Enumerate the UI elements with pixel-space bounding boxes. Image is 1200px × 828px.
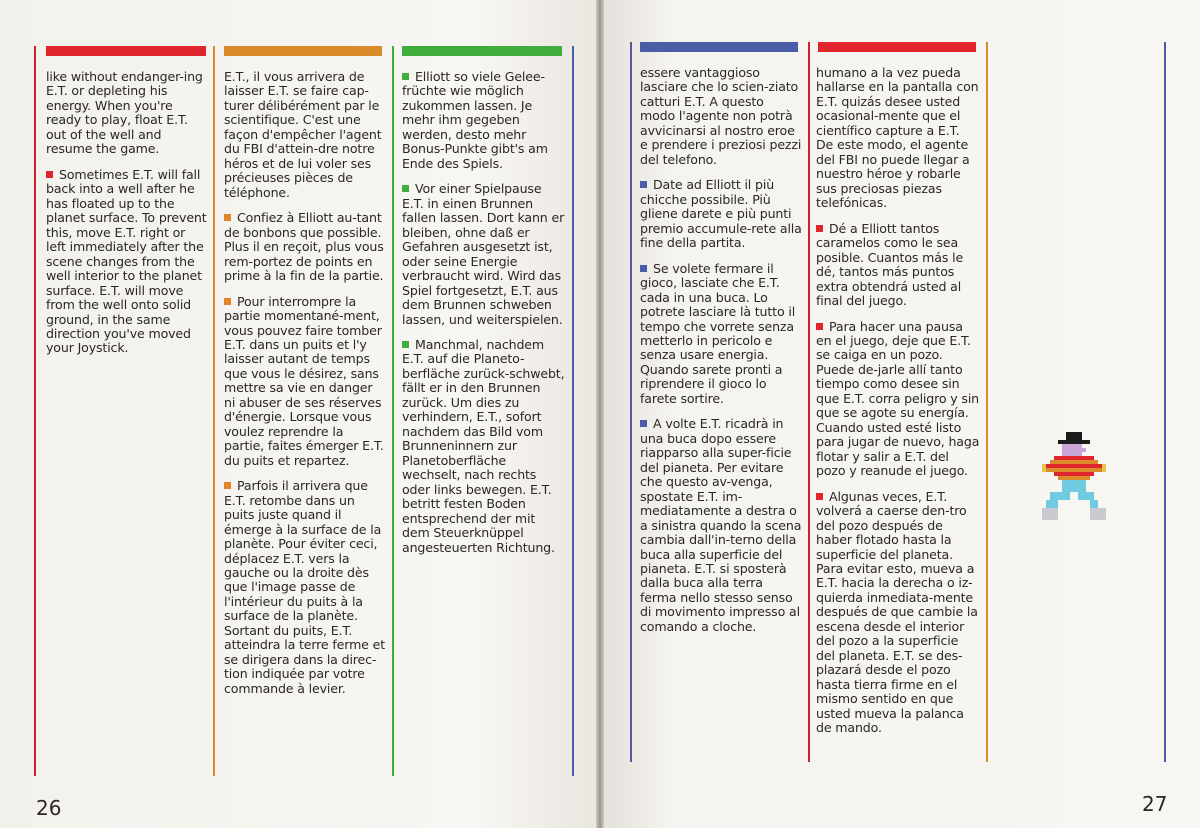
column-rule-blue — [572, 46, 574, 776]
orange-square-bullet — [224, 298, 231, 305]
french-paragraph-2 — [224, 211, 386, 283]
page-number-left: 26 — [36, 796, 62, 820]
french-paragraph-3 — [224, 295, 386, 469]
german-paragraph-1-text: Elliott so viele Gelee-früchte wie möglich zukommen lassen. Je mehr ihm gegeben werden, desto mehr Bonus-Punkte gibt's am Ende des Spiels. — [402, 69, 548, 171]
column-rule-red — [34, 46, 36, 776]
spanish-paragraph-3-text: Para hacer una pausa en el juego, deje que E.T. se caiga en un pozo. Puede de-jarle allí tanto tiempo como desee sin que E.T. corra peligro y sin que se agote su energía. Cuando usted esté listo para jugar de nuevo, haga flotar y salir a E.T. del pozo y reanude el juego. — [816, 318, 980, 479]
german-paragraph-3 — [402, 338, 566, 555]
italian-paragraph-4 — [640, 417, 802, 634]
red-square-bullet — [46, 171, 53, 178]
green-square-bullet — [402, 73, 409, 80]
blue-square-bullet — [640, 265, 647, 272]
orange-square-bullet — [224, 482, 231, 489]
column-rule-green — [392, 46, 394, 776]
column-rule-red-right — [808, 42, 810, 762]
english-paragraph-2-text: Sometimes E.T. will fall back into a well after he has floated up to the planet surface. To prevent this, move E.T. right or left immediately after the scene changes from the well interior to the planet surface. E.T. will move from the well onto solid ground, in the same direction you've moved your Joystick. — [46, 166, 207, 356]
english-paragraph-2 — [46, 168, 208, 356]
spanish-paragraph-2 — [816, 222, 980, 309]
green-square-bullet — [402, 341, 409, 348]
orange-square-bullet — [224, 214, 231, 221]
spanish-column — [816, 66, 980, 747]
italian-column — [640, 66, 802, 645]
german-paragraph-2-text: Vor einer Spielpause E.T. in einen Brunnen fallen lassen. Dort kann er bleiben, ohne daß er Gefahren ausgesetzt ist, oder seine Energie verbraucht wird. Wird das Spiel fortgesetzt, E.T. aus dem Brunnen schweben lassen, und weiterspielen. — [402, 181, 565, 327]
green-square-bullet — [402, 185, 409, 192]
column-rule-blue-right — [1164, 42, 1166, 762]
spanish-paragraph-4-text: Algunas veces, E.T. volverá a caerse den-tro del pozo después de haber flotado hasta la superficie del planeta. Para evitar esto, mueva a E.T. hacia la derecha o iz-quierda inmediata-mente después de que cambie la escena desde el interior del pozo a la superficie del planeta. E.T. se des-plazará desde el pozo hasta tierra firme en el mismo sentido en que usted mueva la palanca de mando. — [816, 488, 978, 736]
column-rule-orange-right — [986, 42, 988, 762]
spanish-paragraph-2-text: Dé a Elliott tantos caramelos como le sea posible. Cuantos más le dé, tantos más puntos extra obtendrá usted al final del juego. — [816, 220, 964, 309]
page-number-right: 27 — [1142, 792, 1168, 816]
french-paragraph-3-text: Pour interrompre la partie momentané-ment, vous pouvez faire tomber E.T. dans un puits et l'y laisser autant de temps que vous le désirez, sans mettre sa vie en danger ni abuser de ses réserves d'énergie. Lorsque vous voulez reprendre la partie, faites émerger E.T. du puits et repartez. — [224, 293, 384, 468]
english-column — [46, 70, 208, 367]
color-bar-green — [402, 46, 562, 56]
italian-paragraph-3 — [640, 262, 802, 407]
color-bar-orange — [224, 46, 382, 56]
spanish-paragraph-1: humano a la vez pueda hallarse en la pantalla con E.T. quizás desee usted ocasional-mente que el científico capture a E.T. De este modo, el agente del FBI no puede llegar a nuestro héroe y robarle sus preciosas piezas telefónicas. — [816, 65, 979, 211]
et-pixel-sprite-icon — [1042, 432, 1106, 528]
french-paragraph-4-text: Parfois il arrivera que E.T. retombe dans un puits juste quand il émerge à la surface de la planète. Pour éviter ceci, déplacez E.T. vers la gauche ou la droite dès que l'image passe de l'intérieur du puits à la surface de la planète. Sortant du puits, E.T. atteindra la terre ferme et se dirigera dans la direc-tion indiquée par votre commande à levier. — [224, 478, 386, 696]
column-rule-purple — [630, 42, 632, 762]
german-column — [402, 70, 566, 566]
italian-paragraph-1: essere vantaggioso lasciare che lo scien-ziato catturi E.T. A questo modo l'agente non potrà avvicinarsi al nostro eroe e prendere i preziosi pezzi del telefono. — [640, 65, 802, 167]
color-bar-blue — [640, 42, 798, 52]
german-paragraph-1 — [402, 70, 566, 171]
italian-paragraph-2 — [640, 178, 802, 250]
french-paragraph-4 — [224, 479, 386, 696]
red-square-bullet — [816, 323, 823, 330]
english-paragraph-1: like without endanger-ing E.T. or depleting his energy. When you're ready to play, float E.T. out of the well and resume the game. — [46, 69, 203, 157]
color-bar-red — [46, 46, 206, 56]
red-square-bullet — [816, 493, 823, 500]
book-spine — [596, 0, 604, 828]
spanish-paragraph-3 — [816, 320, 980, 479]
italian-paragraph-3-text: Se volete fermare il gioco, lasciate che E.T. cada in una buca. Lo potrete lasciare là tutto il tempo che vorrete senza metterlo in pericolo e senza usare energia. Quando sarete pronti a riprendere il gioco lo farete sortire. — [640, 260, 796, 406]
italian-paragraph-2-text: Date ad Elliott il più chicche possibile. Più gliene darete e più punti premio accumule-rete alla fine della partita. — [640, 177, 802, 251]
german-paragraph-3-text: Manchmal, nachdem E.T. auf die Planeto-berfläche zurück-schwebt, fällt er in den Brunnen zurück. Um dies zu verhindern, E.T., sofort nachdem das Bild vom Brunneninnern zur Planetoberfläche wechselt, nach rechts oder links bewegen. E.T. betritt festen Boden entsprechend der mit dem Steuerknüppel angesteuerten Richtung. — [402, 336, 565, 555]
color-bar-red-right — [818, 42, 976, 52]
german-paragraph-2 — [402, 182, 566, 327]
blue-square-bullet — [640, 181, 647, 188]
french-paragraph-1: E.T., il vous arrivera de laisser E.T. se faire cap-turer délibérément par le scientifique. C'est une façon d'empêcher l'agent du FBI d'attein-dre notre héros et de lui voler ses précieuses pièces de téléphone. — [224, 69, 382, 200]
red-square-bullet — [816, 225, 823, 232]
blue-square-bullet — [640, 420, 647, 427]
french-column — [224, 70, 386, 707]
spanish-paragraph-4 — [816, 490, 980, 736]
column-rule-orange — [213, 46, 215, 776]
french-paragraph-2-text: Confiez à Elliott au-tant de bonbons que possible. Plus il en reçoit, plus vous rem-portez de points en prime à la fin de la partie. — [224, 210, 384, 284]
italian-paragraph-4-text: A volte E.T. ricadrà in una buca dopo essere riapparso alla super-ficie del pianeta. Per evitare che questo av-venga, spostate E.T. im-mediatamente a destra o a sinistra quando la scena cambia dall'in-terno della buca alla superficie del pianeta. E.T. si sposterà dalla buca alla terra ferma nello stesso senso di movimento impresso al comando a cloche. — [640, 416, 802, 634]
